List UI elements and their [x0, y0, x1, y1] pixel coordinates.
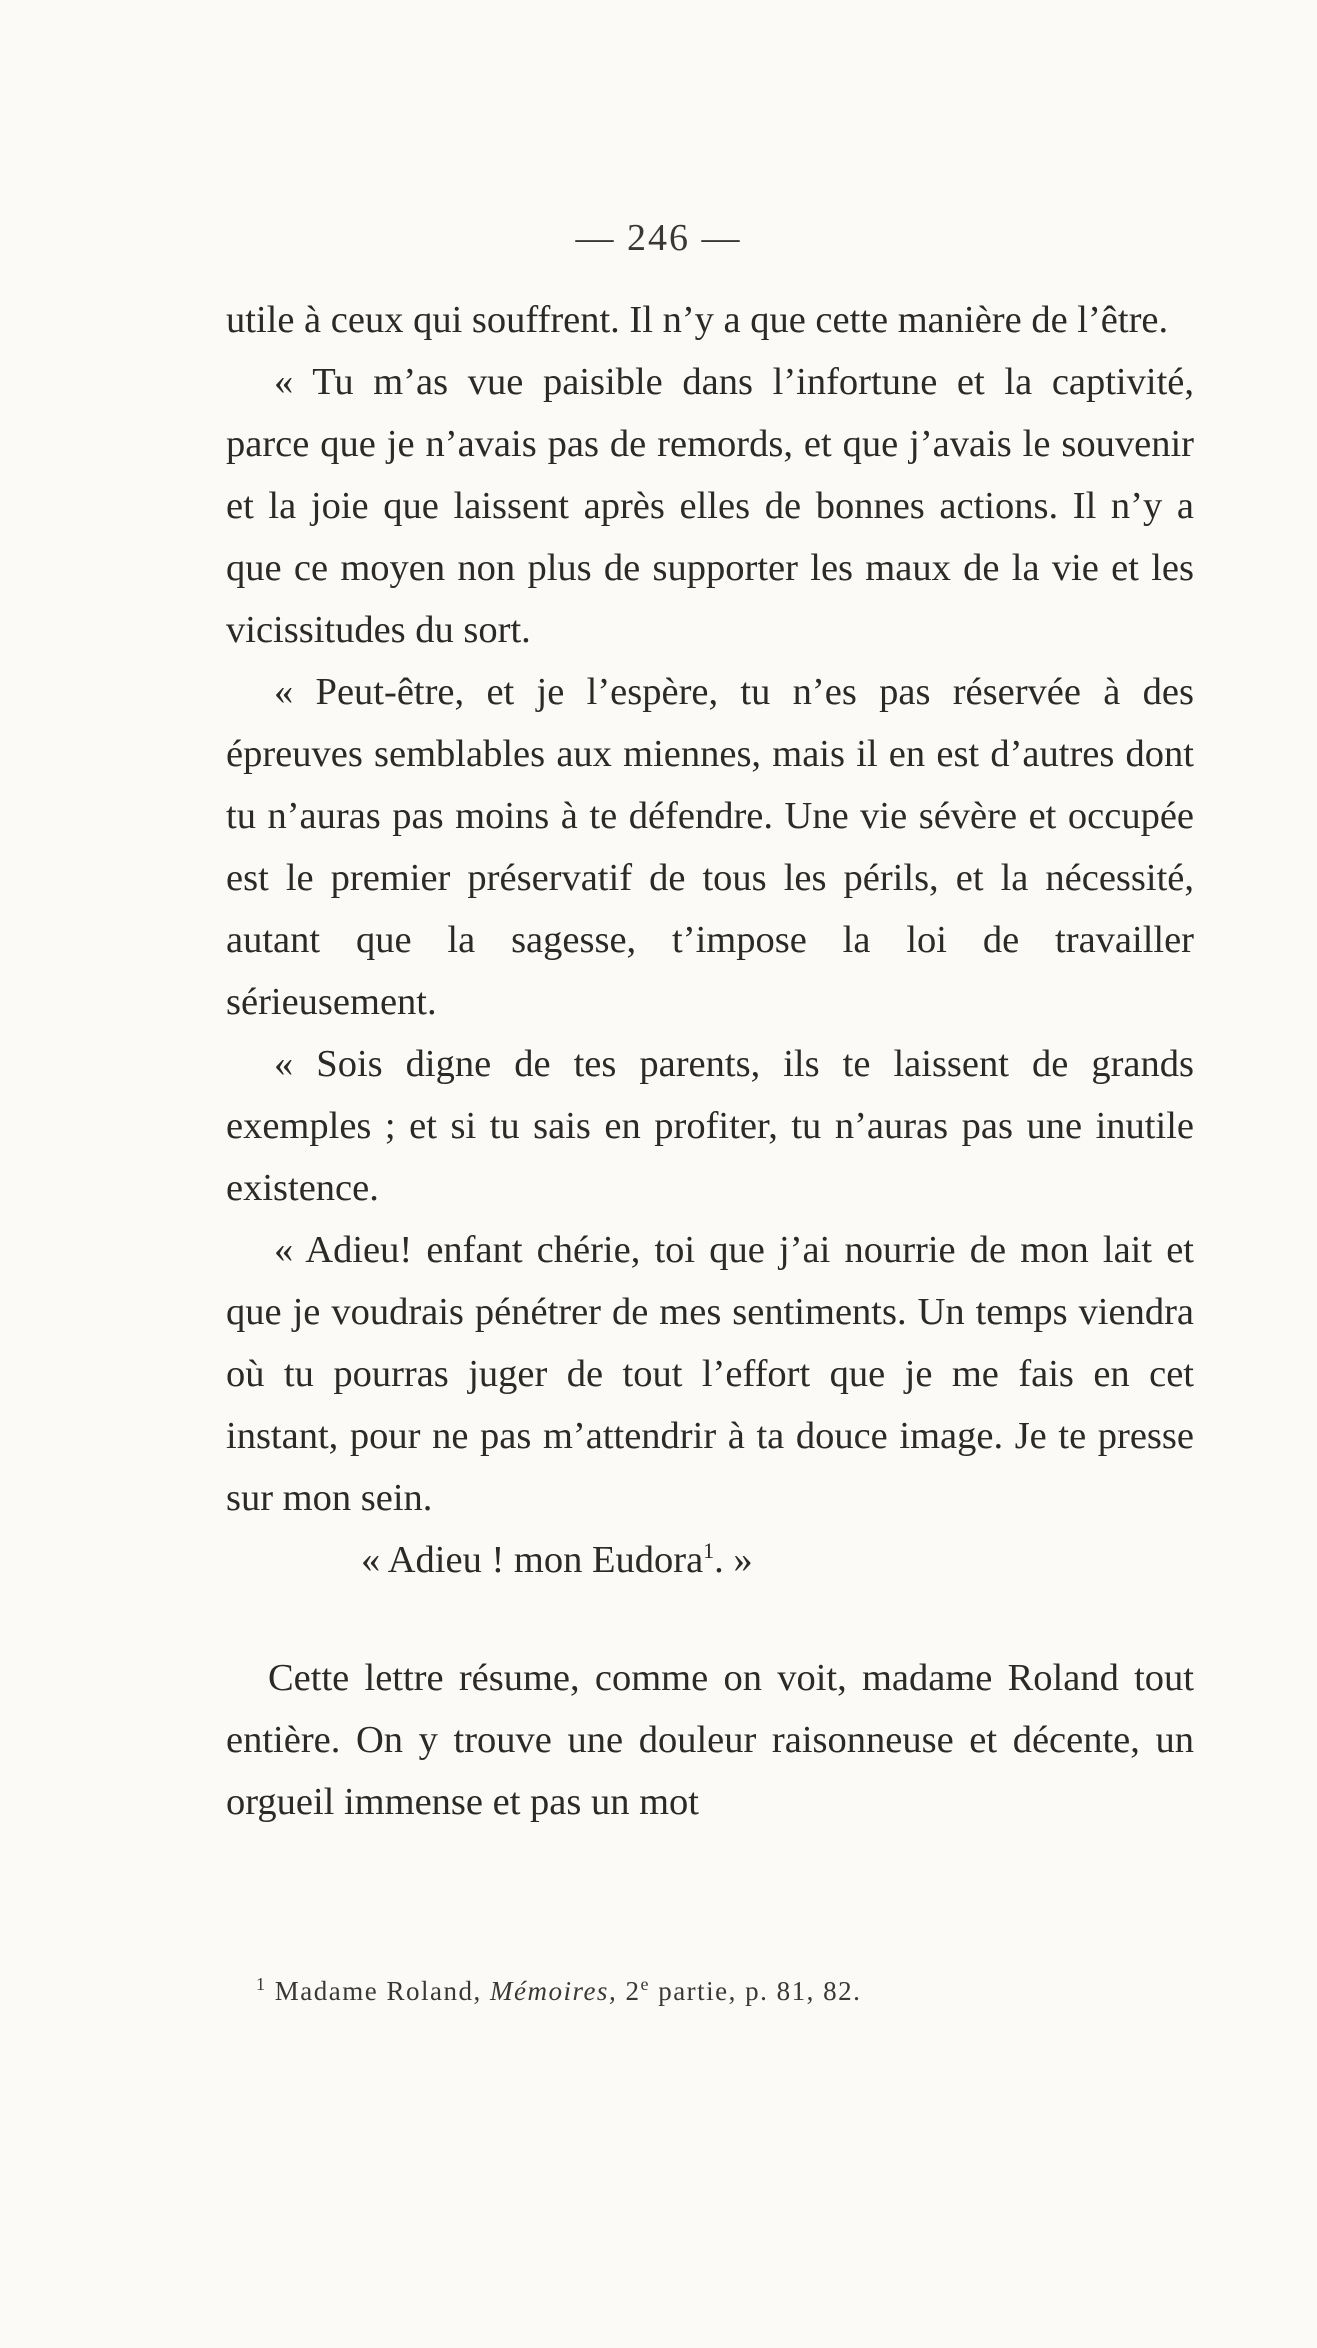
paragraph-continuation: utile à ceux qui souffrent. Il n’y a que cette manière de l’être.	[226, 299, 1169, 341]
footnote-author: Madame Roland,	[274, 1976, 482, 2006]
paragraph-captivity: « Tu m’as vue paisible dans l’infortune et la captivité, parce que je n’avais pas de remords, et que j’avais le souvenir et la joie que laissent après elles de bonnes actions. Il n’y a que ce moyen non plus de supporter les maux de la vie et les vicissitudes du sort.	[226, 361, 1194, 651]
footnote-part-suffix: e	[640, 1974, 650, 1994]
main-text	[226, 289, 1194, 1833]
paragraph-epreuves: « Peut-être, et je l’espère, tu n’es pas réservée à des épreuves semblables aux miennes, mais il en est d’autres dont tu n’auras pas moins à te défendre. Une vie sévère et occupée est le premier préservatif de tous les périls, et la nécessité, autant que la sagesse, t’impose la loi de travailler sérieusement.	[226, 671, 1194, 1023]
letter-signature	[226, 1529, 1194, 1591]
signature-note-mark: 1	[703, 1538, 715, 1564]
paragraph-parents: « Sois digne de tes parents, ils te laissent de grands exemples ; et si tu sais en profiter, tu n’auras pas une inutile existence.	[226, 1043, 1194, 1209]
signature-closing: . »	[714, 1539, 753, 1581]
signature-text: « Adieu ! mon Eudora	[361, 1539, 704, 1581]
page-number: — 246 —	[575, 217, 742, 259]
footnote-part-number: 2	[625, 1976, 641, 2006]
footnote-mark: 1	[256, 1974, 267, 1994]
footnote	[256, 1976, 861, 2007]
footnote-pages: partie, p. 81, 82.	[658, 1976, 862, 2006]
footnote-work: Mémoires,	[489, 1976, 618, 2006]
paragraph-commentary: Cette lettre résume, comme on voit, madame Roland tout entière. On y trouve une douleur raisonneuse et décente, un orgueil immense et pas un mot	[226, 1657, 1194, 1823]
paragraph-adieu: « Adieu! enfant chérie, toi que j’ai nourrie de mon lait et que je voudrais pénétrer de mes sentiments. Un temps viendra où tu pourras juger de tout l’effort que je me fais en cet instant, pour ne pas m’attendrir à ta douce image. Je te presse sur mon sein.	[226, 1229, 1194, 1519]
